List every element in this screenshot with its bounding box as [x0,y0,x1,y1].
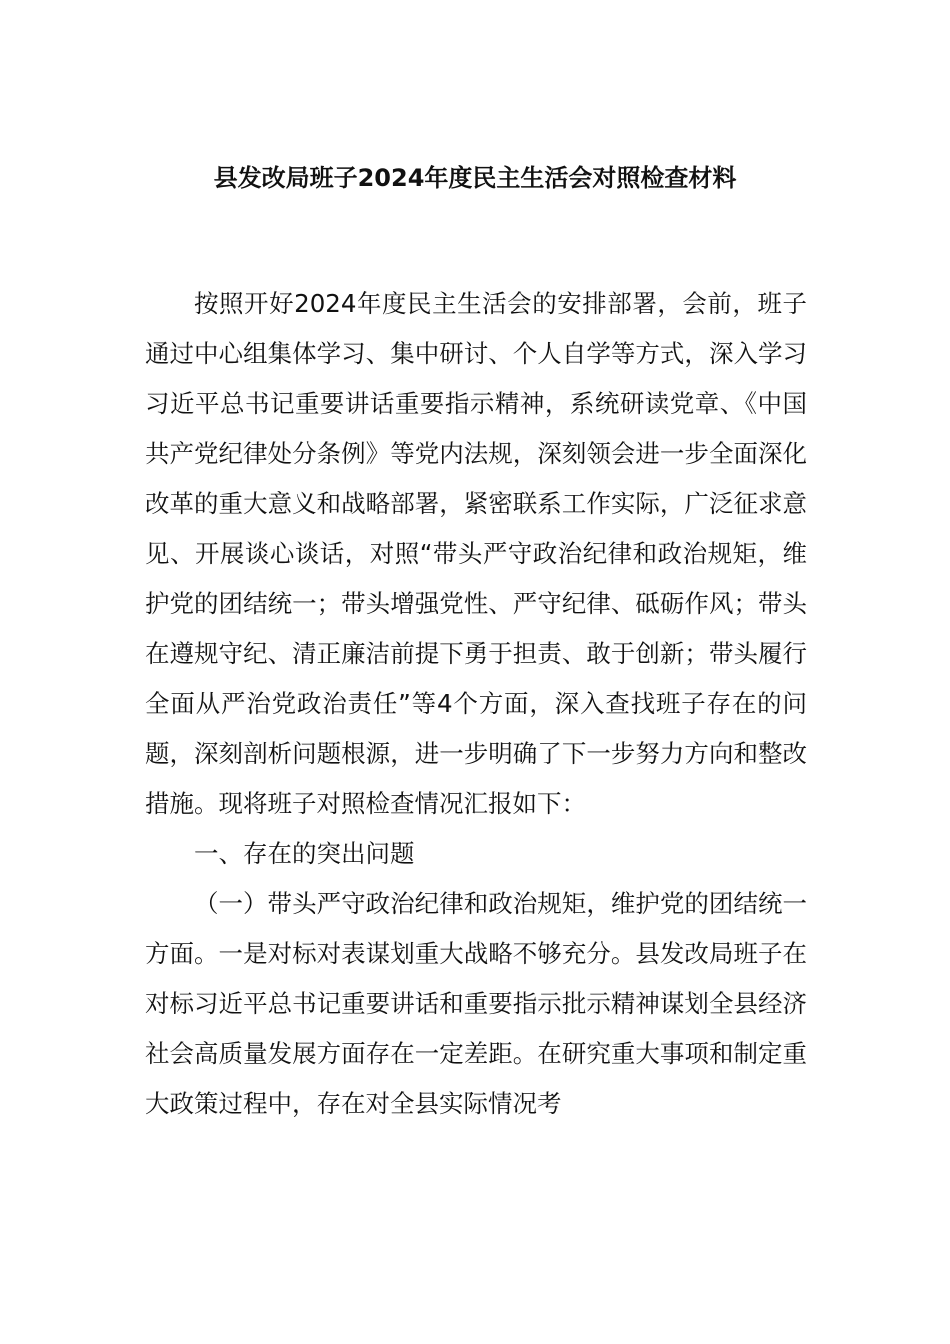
document-title: 县发改局班子2024年度民主生活会对照检查材料 [213,164,737,192]
section-heading: 一、存在的突出问题 [194,839,415,868]
subsection-paragraph: （一）带头严守政治纪律和政治规矩，维护党的团结统一方面。一是对标对表谋划重大战略不够充分。县发改局班子在对标习近平总书记重要讲话和重要指示批示精神谋划全县经济社会高质量发展方面存在一定差距。在研究重大事项和制定重大政策过程中，存在对全县实际情况考 [145,889,807,1118]
intro-paragraph: 按照开好2024年度民主生活会的安排部署，会前，班子通过中心组集体学习、集中研讨、个人自学等方式，深入学习习近平总书记重要讲话重要指示精神，系统研读党章、《中国共产党纪律处分条例》等党内法规，深刻领会进一步全面深化改革的重大意义和战略部署，紧密联系工作实际，广泛征求意见、开展谈心谈话，对照“带头严守政治纪律和政治规矩，维护党的团结统一；带头增强党性、严守纪律、砥砺作风；带头在遵规守纪、清正廉洁前提下勇于担责、敢于创新；带头履行全面从严治党政治责任”等4个方面，深入查找班子存在的问题，深刻剖析问题根源，进一步明确了下一步努力方向和整改措施。现将班子对照检查情况汇报如下： [145,289,807,818]
document-body [145,279,807,1129]
